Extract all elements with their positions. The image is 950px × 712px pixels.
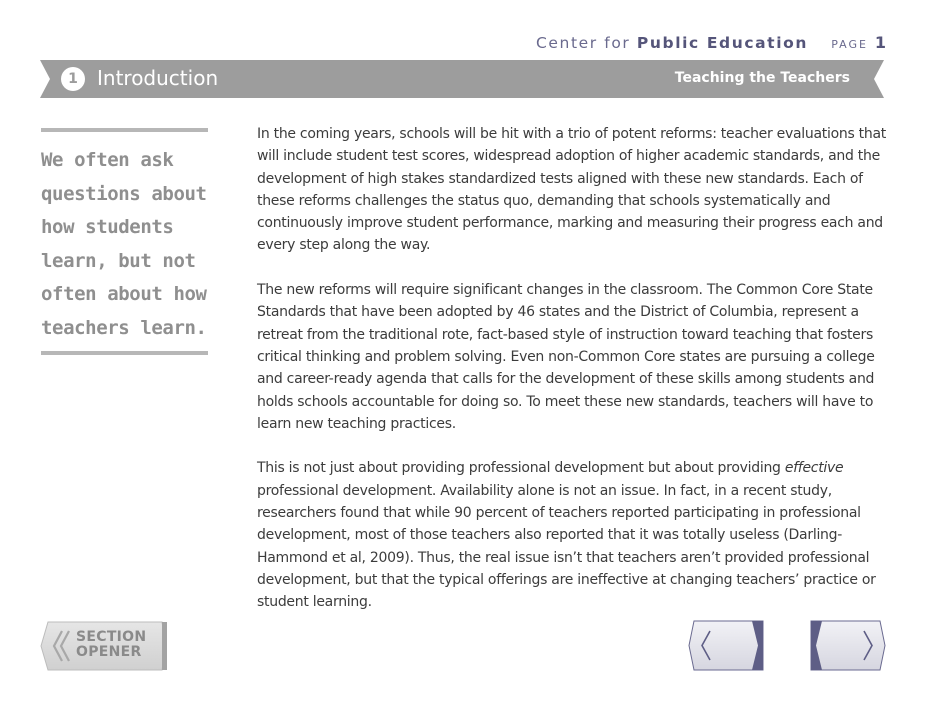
org-prefix: Center for <box>535 34 631 52</box>
pull-quote-bottom-rule <box>41 351 208 355</box>
section-band <box>40 60 884 98</box>
section-subtitle: Teaching the Teachers <box>674 70 850 86</box>
org-name <box>536 34 808 52</box>
pull-quote-top-rule <box>41 128 208 132</box>
org-name-bold: Public Education <box>636 34 808 52</box>
section-opener-label <box>76 630 146 660</box>
section-number-badge: 1 <box>61 67 85 91</box>
body-paragraph-1: In the coming years, schools will be hit with a trio of potent reforms: teacher evaluations that will include student test scores, widespread adoption of higher academic standards, and the development of high stakes standardized tests aligned with these new standards. Each of these reforms challenges the status quo, demanding that schools systematically and continuously improve student performance, marking and measuring their progress each and every step along the way. <box>257 126 886 254</box>
next-page-button[interactable] <box>810 620 886 671</box>
page-label: PAGE <box>831 38 868 51</box>
previous-page-shape <box>688 620 764 671</box>
p3-text-before: This is not just about providing professional development but about providing <box>257 460 781 477</box>
next-page-shape <box>810 620 886 671</box>
body-paragraph-3 <box>257 457 889 613</box>
section-opener-line1: SECTION <box>76 629 147 645</box>
section-opener-line2: OPENER <box>76 644 142 660</box>
section-opener-button[interactable] <box>40 621 168 671</box>
p3-text-after: professional development. Availability alone is not an issue. In fact, in a recent study, researchers found that while 90 percent of teachers reported participating in professional development, most of those teachers also reported that it was totally useless (Darling-Hammond et al, 2009). Thus, the real issue isn’t that teachers aren’t provided professional development, but that the typical offerings are ineffective at changing teachers’ practice or student learning. <box>257 482 876 611</box>
previous-page-button[interactable] <box>688 620 764 671</box>
article-body <box>257 123 889 636</box>
body-paragraph-2: The new reforms will require significant changes in the classroom. The Common Core State Standards that have been adopted by 46 states and the District of Columbia, represent a retreat from the traditional rote, fact-based style of instruction toward teaching that fosters critical thinking and problem solving. Even non-Common Core states are pursuing a college and career-ready agenda that calls for the development of these skills among students and holds schools accountable for doing so. To meet these new standards, teachers will have to learn new teaching practices. <box>257 282 875 432</box>
pull-quote: We often ask questions about how students learn, but not often about how teachers learn. <box>41 149 207 339</box>
p3-emphasis: effective <box>784 460 844 477</box>
page-number: 1 <box>874 33 886 52</box>
section-title: Introduction <box>97 66 219 90</box>
